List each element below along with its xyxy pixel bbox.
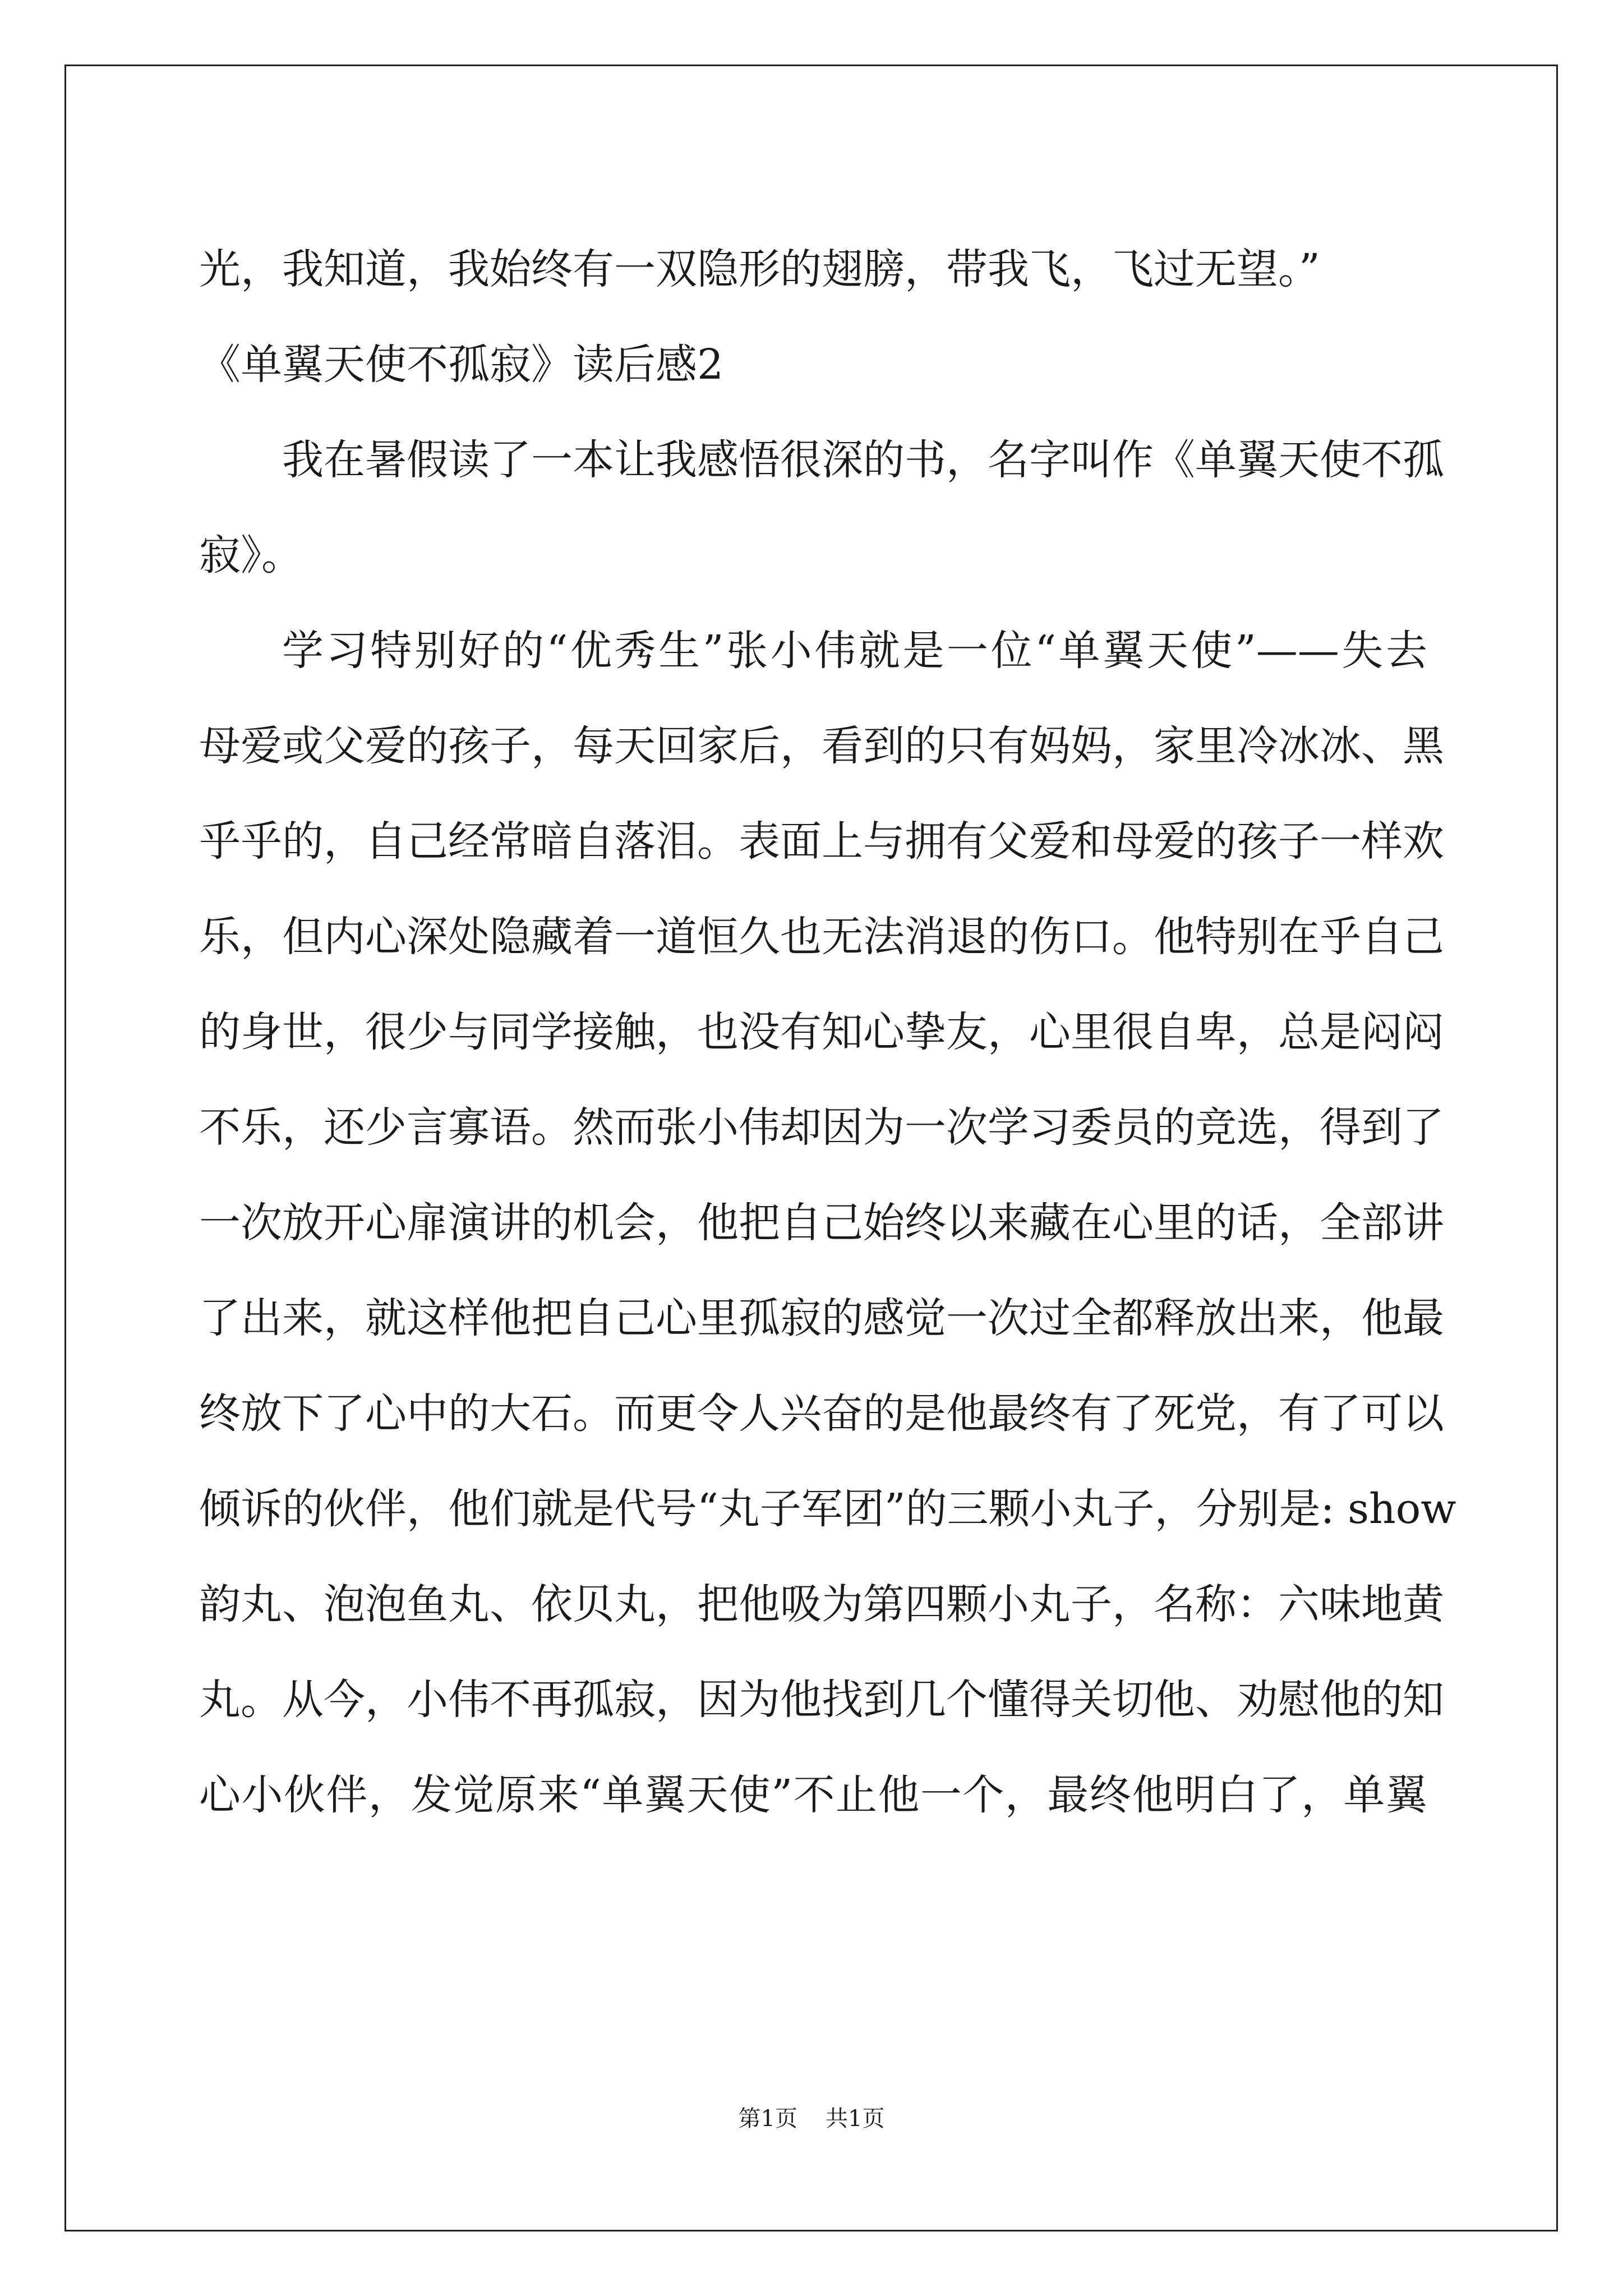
text-line: 了出来，就这样他把自己心里孤寂的感觉一次过全都释放出来，他最: [199, 1294, 1444, 1342]
text-line: 寂》。: [199, 531, 303, 579]
text-line: 心小伙伴，发觉原来“单翼天使”不止他一个，最终他明白了，单翼: [199, 1771, 1427, 1819]
text-line: 我在暑假读了一本让我感悟很深的书，名字叫作《单翼天使不孤: [282, 436, 1444, 484]
text-line: 丸。从今，小伟不再孤寂，因为他找到几个懂得关切他、劝慰他的知: [199, 1676, 1444, 1724]
page-footer: [0, 2101, 1623, 2133]
document-body: [199, 222, 1456, 1843]
text-line: 乎乎的，自己经常暗自落泪。表面上与拥有父爱和母爱的孩子一样欢: [199, 817, 1444, 866]
text-line: 终放下了心中的大石。而更令人兴奋的是他最终有了死党，有了可以: [199, 1389, 1444, 1438]
section-heading: 《单翼天使不孤寂》读后感2: [199, 341, 724, 389]
text-line: 一次放开心扉演讲的机会，他把自己始终以来藏在心里的话，全部讲: [199, 1199, 1444, 1247]
text-line: 光，我知道，我始终有一双隐形的翅膀，带我飞，飞过无望。”: [199, 245, 1320, 293]
page-total: 共1页: [826, 2106, 885, 2132]
text-line: 不乐，还少言寡语。然而张小伟却因为一次学习委员的竞选，得到了: [199, 1103, 1444, 1152]
text-line: 学习特别好的“优秀生”张小伟就是一位“单翼天使”——失去: [282, 627, 1427, 675]
page-number: 第1页: [738, 2106, 797, 2132]
text-line: 乐，但内心深处隐藏着一道恒久也无法消退的伤口。他特别在乎自己: [199, 913, 1444, 961]
text-line: 的身世，很少与同学接触，也没有知心挚友，心里很自卑，总是闷闷: [199, 1008, 1444, 1056]
text-line: 韵丸、泡泡鱼丸、依贝丸，把他吸为第四颗小丸子，名称：六味地黄: [199, 1580, 1444, 1628]
text-line: 母爱或父爱的孩子，每天回家后，看到的只有妈妈，家里冷冰冰、黑: [199, 722, 1444, 770]
text-line: 倾诉的伙伴，他们就是代号“丸子军团”的三颗小丸子，分别是: show: [199, 1485, 1456, 1533]
